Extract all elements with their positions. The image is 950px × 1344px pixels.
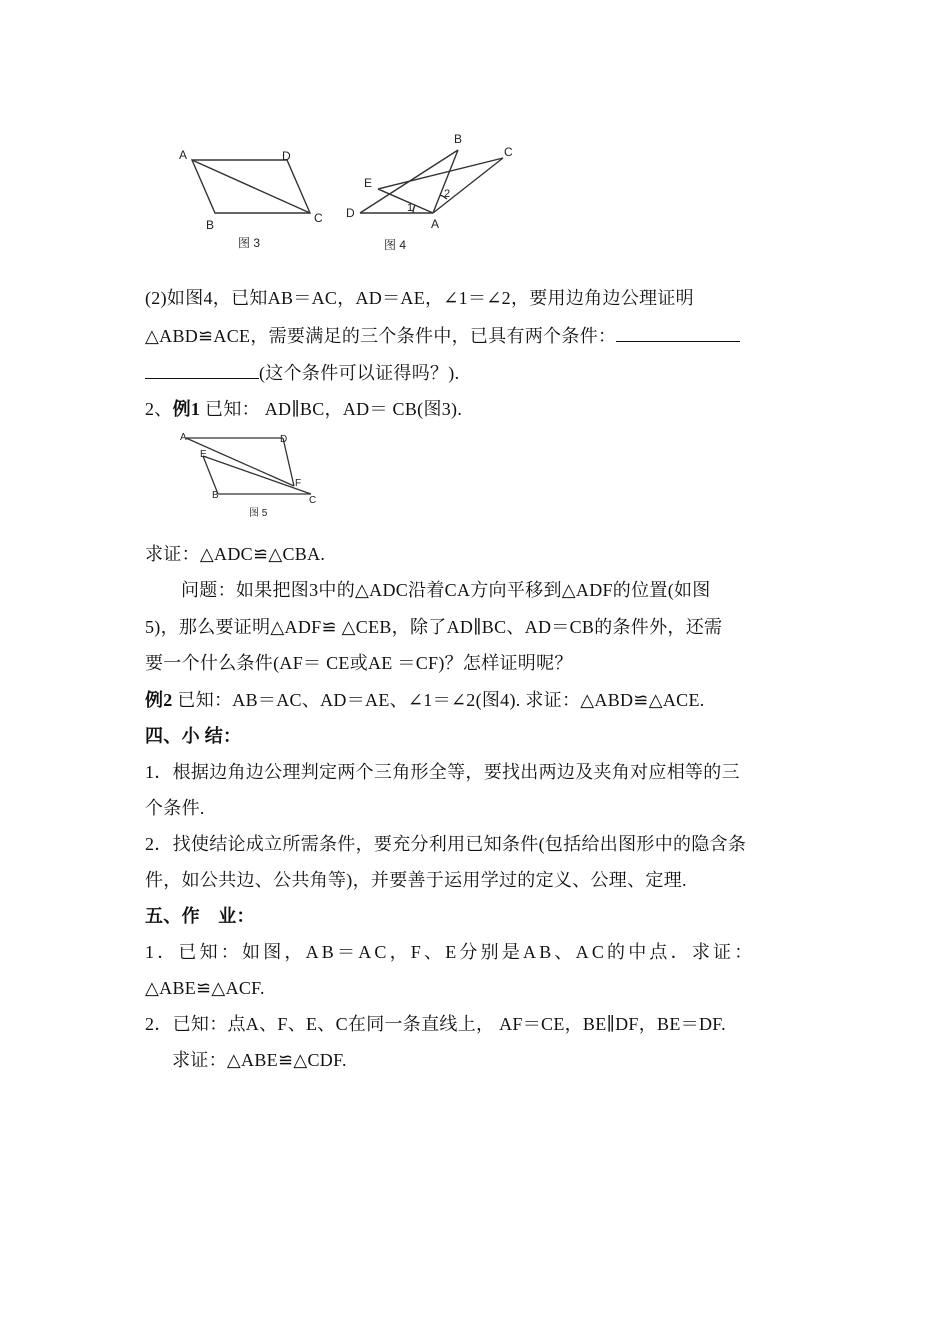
fig4-label-a: A — [431, 217, 440, 231]
example-2-label: 例2 — [145, 690, 173, 710]
example-1-label: 例1 — [172, 399, 201, 419]
q2-line-3 — [145, 360, 459, 385]
summary-item-1b: 个条件. — [145, 798, 205, 818]
fig5-caption: 图 5 — [249, 508, 268, 519]
question-line-2: 5)，那么要证明△ADF≌ △CEB，除了AD∥BC、AD＝CB的条件外，还需 — [145, 617, 723, 637]
example-1-prefix: 2、 — [145, 399, 173, 419]
q2-line-2 — [145, 323, 740, 348]
homework-item-2a: 2．已知：点A、F、E、C在同一条直线上， AF＝CE，BE∥DF，BE＝DF. — [145, 1014, 726, 1034]
homework-heading: 五、作 业： — [145, 906, 255, 926]
summary-item-2b: 件，如公共边、公共角等)，并要善于运用学过的定义、公理、定理. — [145, 870, 687, 890]
fig4-segment-ea — [378, 189, 433, 213]
answer-blank-2[interactable] — [145, 360, 259, 379]
fig5-label-d: D — [280, 434, 288, 445]
fig4-label-b: B — [454, 132, 463, 146]
fig3-label-a: A — [179, 148, 188, 162]
figure-4 — [340, 128, 530, 256]
summary-heading: 四、小 结： — [145, 726, 242, 746]
fig4-label-d: D — [346, 206, 355, 220]
question-line-1: 问题：如果把图3中的△ADC沿着CA方向平移到△ADF的位置(如图 — [181, 580, 711, 600]
fig4-caption: 图 4 — [384, 238, 407, 252]
example-2 — [145, 688, 705, 712]
example-2-text: 已知：AB＝AC、AD＝AE、∠1＝∠2(图4). 求证：△ABD≌△ACE. — [172, 690, 705, 710]
summary-item-2a: 2．找使结论成立所需条件，要充分利用已知条件(包括给出图形中的隐含条 — [145, 834, 747, 854]
homework-item-1a: 1．已知：如图，AB＝AC，F、E分别是AB、AC的中点．求证： — [145, 942, 756, 962]
q2-line-3-text: (这个条件可以证得吗？). — [259, 363, 460, 383]
fig5-segment-eb — [203, 456, 218, 494]
homework-item-1b: △ABE≌△ACF. — [145, 978, 265, 998]
fig5-segment-df — [283, 438, 294, 486]
fig4-angle-1: 1 — [407, 202, 414, 214]
answer-blank-1[interactable] — [616, 323, 740, 342]
fig5-label-e: E — [200, 449, 207, 460]
fig5-segment-af — [186, 438, 294, 486]
summary-item-1a: 1．根据边角边公理判定两个三角形全等，要找出两边及夹角对应相等的三 — [145, 762, 740, 782]
fig3-label-b: B — [206, 218, 215, 232]
fig3-label-c: C — [314, 211, 323, 225]
prove-1: 求证：△ADC≌△CBA. — [145, 544, 326, 564]
q2-line-2-text: △ABD≌ACE，需要满足的三个条件中，已具有两个条件： — [145, 326, 617, 346]
fig3-label-d: D — [282, 149, 291, 163]
fig5-label-b: B — [212, 490, 219, 501]
example-1 — [145, 397, 462, 421]
q2-line-1: (2)如图4，已知AB＝AC，AD＝AE，∠1＝∠2，要用边角边公理证明 — [145, 288, 694, 308]
fig3-caption: 图 3 — [238, 236, 261, 250]
question-line-3: 要一个什么条件(AF＝ CE或AE ＝CF)？怎样证明呢？ — [145, 653, 573, 673]
figure-3 — [170, 140, 340, 260]
fig4-angle-2: 2 — [444, 188, 451, 200]
fig5-label-a: A — [180, 432, 187, 443]
example-1-text: 已知： AD∥BC，AD＝ CB(图3). — [200, 399, 463, 419]
fig4-label-c: C — [504, 145, 513, 159]
fig5-label-f: F — [295, 478, 302, 489]
fig3-diagonal-ac — [192, 160, 310, 213]
figure-5 — [176, 428, 336, 523]
fig4-angle-arc-1 — [413, 205, 415, 213]
fig4-label-e: E — [364, 176, 373, 190]
fig5-label-c: C — [309, 495, 317, 506]
homework-item-2b: 求证：△ABE≌△CDF. — [172, 1050, 347, 1070]
